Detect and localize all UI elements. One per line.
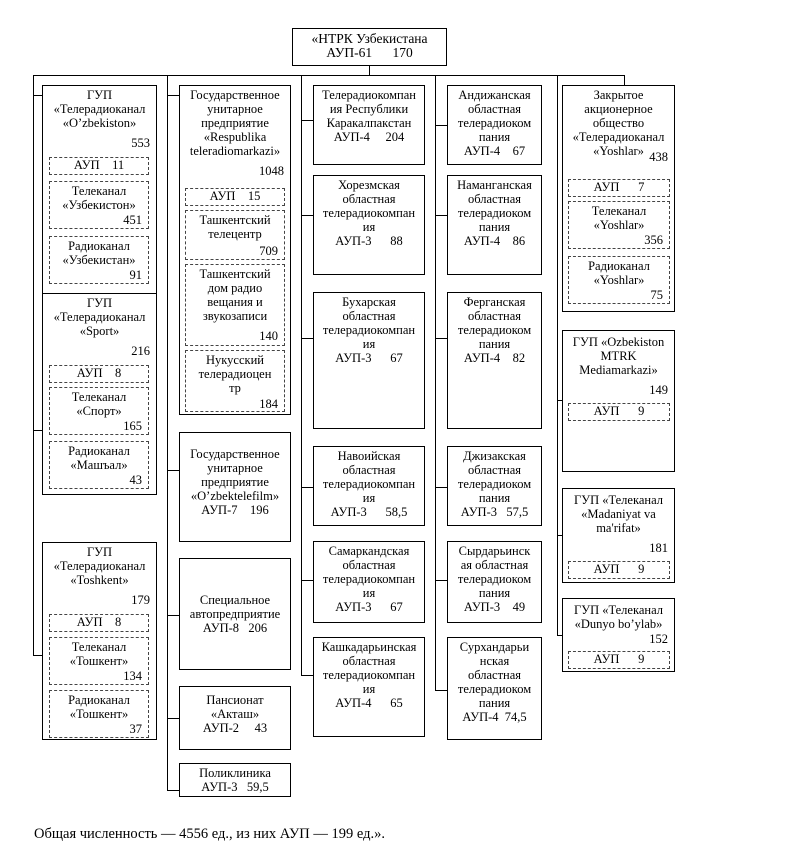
col1-g2-count: 216 <box>131 344 150 358</box>
col3-title: Телерадиокомпан ия Республики Каракалпакстан <box>322 88 416 130</box>
col4-item-andijan <box>447 85 542 165</box>
col2-g1-title: Государственное унитарное предприятие «Respublika teleradiomarkazi» <box>189 88 281 158</box>
col2-g4-count: 43 <box>254 721 268 735</box>
col2-poliklinika <box>179 763 291 797</box>
child-title: Радиоканал «Yoshlar» <box>588 259 650 287</box>
col2-g3-title: Специальное автопредприятие <box>189 593 281 621</box>
col3-count: 204 <box>385 130 405 144</box>
col4-title: Джизакская областная телерадиоком пания <box>457 449 532 505</box>
root-aup: АУП-61 <box>326 45 373 60</box>
connector <box>435 338 447 339</box>
connector <box>435 580 447 581</box>
child-title: Ташкентский телецентр <box>199 213 271 241</box>
connector <box>435 487 447 488</box>
col2-g1-count: 1048 <box>259 164 284 178</box>
col1-g3-child-2 <box>49 690 149 738</box>
col4-count: 74,5 <box>504 710 527 724</box>
connector <box>301 120 313 121</box>
col5-g4-title: ГУП «Телеканал «Dunyo bo’ylab» <box>574 603 663 631</box>
col4-item-syrdarya <box>447 541 542 623</box>
connector <box>435 690 447 691</box>
col1-g1-count: 553 <box>131 136 150 150</box>
child-count: 37 <box>129 722 142 736</box>
col4-aup: АУП-3 <box>463 600 501 614</box>
aup-count: 9 <box>638 652 645 666</box>
col2-g3-aup: АУП-8 <box>202 621 240 635</box>
footer-total: Общая численность — 4556 ед., из них АУП — 199 ед.». <box>34 826 385 842</box>
child-title: Телеканал «Тошкент» <box>69 640 129 668</box>
connector <box>167 615 179 616</box>
child-count: 709 <box>259 244 278 258</box>
col2-g2-aup: АУП-7 <box>201 503 238 517</box>
connector <box>369 65 370 75</box>
col1-group-toshkent <box>42 542 157 740</box>
col5-g1-count: 438 <box>649 150 668 164</box>
connector <box>624 75 625 85</box>
col3-aup: АУП-3 <box>335 600 372 614</box>
aup-count: 7 <box>638 180 645 194</box>
connector <box>301 580 313 581</box>
col4-count: 86 <box>512 234 526 248</box>
col5-g2-count: 149 <box>649 383 668 397</box>
connector <box>435 125 447 126</box>
col4-title: Сырдарьинск ая областная телерадиоком пания <box>457 544 532 600</box>
connector <box>301 675 313 676</box>
col3-aup: АУП-4 <box>335 696 372 710</box>
col5-g2-title: ГУП «Ozbekiston MTRK Mediamarkazi» <box>572 335 665 377</box>
col4-aup: АУП-4 <box>463 351 501 365</box>
col2-g1-aup <box>185 188 285 206</box>
connector <box>435 215 447 216</box>
col3-title: Самаркандская областная телерадиокомпан ия <box>322 544 416 600</box>
col3-aup: АУП-3 <box>330 505 367 519</box>
col4-title: Ферганская областная телерадиоком пания <box>457 295 532 351</box>
col4-title: Сурхандарьи нская областная телерадиоком пания <box>457 640 532 710</box>
col3-count: 67 <box>390 351 403 365</box>
col4-item-surkhandarya <box>447 637 542 740</box>
child-title: Радиоканал «Узбекистан» <box>62 239 136 267</box>
col3-title: Навоийская областная телерадиокомпан ия <box>322 449 416 505</box>
col4-item-jizzakh <box>447 446 542 526</box>
connector <box>167 718 179 719</box>
col5-group-mediamarkazi <box>562 330 675 472</box>
col2-autopredpriyatie <box>179 558 291 670</box>
col1-g2-child-1 <box>49 387 149 435</box>
col4-item-namangan <box>447 175 542 275</box>
connector <box>301 215 313 216</box>
col1-g1-child-1 <box>49 181 149 229</box>
child-count: 134 <box>123 669 142 683</box>
connector <box>167 75 168 790</box>
col3-aup: АУП-4 <box>333 130 370 144</box>
col5-g1-title: Закрытое акционерное общество «Телерадиоканал «Yoshlar» <box>572 88 665 158</box>
child-title: Радиоканал «Машъал» <box>68 444 130 472</box>
col4-aup: АУП-4 <box>463 144 501 158</box>
col1-g1-aup <box>49 157 149 175</box>
connector <box>301 338 313 339</box>
col1-g3-title: ГУП «Телерадиоканал «Toshkent» <box>53 545 146 587</box>
col1-g1-child-2 <box>49 236 149 284</box>
col2-g1-child-3 <box>185 350 285 412</box>
col1-group-sport <box>42 293 157 495</box>
col1-g1-title: ГУП «Телерадиоканал «O’zbekiston» <box>53 88 146 130</box>
col4-aup: АУП-4 <box>462 710 499 724</box>
child-count: 451 <box>123 213 142 227</box>
col1-g2-aup <box>49 365 149 383</box>
connector <box>557 75 558 635</box>
col5-g4-count: 152 <box>649 632 668 646</box>
col5-g3-count: 181 <box>649 541 668 555</box>
col5-group-yoshlar <box>562 85 675 312</box>
col2-g1-child-1 <box>185 210 285 260</box>
child-title: Радиоканал «Тошкент» <box>68 693 130 721</box>
col2-g5-count: 59,5 <box>246 780 269 794</box>
col1-group-uzbekiston <box>42 85 157 295</box>
col1-g3-aup <box>49 614 149 632</box>
child-title: Ташкентский дом радио вещания и звукозаписи <box>199 267 271 323</box>
connector <box>301 75 302 675</box>
col4-title: Наманганская областная телерадиоком пания <box>457 178 532 234</box>
col3-item-karakalpakstan <box>313 85 425 165</box>
col2-pansionat <box>179 686 291 750</box>
aup-label: АУП <box>593 562 620 576</box>
col4-title: Андижанская областная телерадиоком пания <box>457 88 532 144</box>
col2-telefilm <box>179 432 291 542</box>
col5-g2-aup <box>568 403 670 421</box>
col2-g1-child-2 <box>185 264 285 346</box>
col4-count: 57,5 <box>506 505 529 519</box>
child-title: Телеканал «Спорт» <box>71 390 127 418</box>
col5-g3-aup <box>568 561 670 579</box>
col2-g5-title: Поликлиника <box>199 766 271 780</box>
child-count: 184 <box>259 397 278 411</box>
col1-g2-child-2 <box>49 441 149 489</box>
connector <box>33 75 34 655</box>
col4-aup: АУП-3 <box>460 505 497 519</box>
col3-item-bukhara <box>313 292 425 429</box>
child-title: Нукусский телерадиоцен тр <box>198 353 272 395</box>
col2-group-respublika <box>179 85 291 415</box>
col4-count: 67 <box>512 144 526 158</box>
aup-count: 11 <box>112 158 125 172</box>
col5-group-dunyo <box>562 598 675 672</box>
aup-label: АУП <box>209 189 236 203</box>
col1-g3-count: 179 <box>131 593 150 607</box>
col4-count: 49 <box>512 600 526 614</box>
col3-count: 58,5 <box>385 505 408 519</box>
aup-label: АУП <box>593 180 620 194</box>
aup-count: 8 <box>115 615 122 629</box>
aup-count: 9 <box>638 562 645 576</box>
col5-group-madaniyat <box>562 488 675 583</box>
col2-g5-aup: АУП-3 <box>201 780 238 794</box>
aup-count: 8 <box>115 366 122 380</box>
col1-g3-child-1 <box>49 637 149 685</box>
root-title: «НТРК Узбекистана <box>311 31 428 46</box>
connector <box>435 75 436 690</box>
col2-g4-aup: АУП-2 <box>202 721 240 735</box>
col4-count: 82 <box>512 351 526 365</box>
aup-label: АУП <box>593 404 620 418</box>
col1-g2-title: ГУП «Телерадиоканал «Sport» <box>53 296 146 338</box>
col3-count: 65 <box>390 696 403 710</box>
col2-g2-count: 196 <box>249 503 269 517</box>
aup-label: АУП <box>76 366 103 380</box>
child-count: 165 <box>123 419 142 433</box>
connector <box>167 95 179 96</box>
col3-aup: АУП-3 <box>335 351 372 365</box>
connector <box>301 487 313 488</box>
col4-item-fergana <box>447 292 542 429</box>
child-count: 140 <box>259 329 278 343</box>
col3-count: 67 <box>390 600 403 614</box>
col3-item-kashkadarya <box>313 637 425 737</box>
connector <box>167 470 179 471</box>
aup-count: 15 <box>247 189 261 203</box>
col3-title: Хорезмская областная телерадиокомпан ия <box>322 178 416 234</box>
col4-aup: АУП-4 <box>463 234 501 248</box>
col3-item-khorezm <box>313 175 425 275</box>
aup-count: 9 <box>638 404 645 418</box>
connector <box>167 790 179 791</box>
child-count: 91 <box>129 268 142 282</box>
col3-title: Бухарская областная телерадиокомпан ия <box>322 295 416 351</box>
col5-g1-child-1 <box>568 201 670 249</box>
child-title: Телеканал «Yoshlar» <box>591 204 647 232</box>
col3-item-navoi <box>313 446 425 526</box>
col3-count: 88 <box>390 234 403 248</box>
connector <box>33 75 624 76</box>
col5-g4-aup <box>568 651 670 669</box>
col2-g3-count: 206 <box>248 621 268 635</box>
col5-g1-child-2 <box>568 256 670 304</box>
child-count: 43 <box>129 473 142 487</box>
col3-title: Кашкадарьинская областная телерадиокомпан ия <box>321 640 417 696</box>
col2-g4-title: Пансионат «Акташ» <box>206 693 264 721</box>
child-count: 75 <box>650 288 663 302</box>
col3-aup: АУП-3 <box>335 234 372 248</box>
col2-g2-title: Государственное унитарное предприятие «O’zbektelefilm» <box>190 447 280 503</box>
col3-item-samarkand <box>313 541 425 623</box>
root-node <box>292 28 447 66</box>
aup-label: АУП <box>76 615 103 629</box>
child-count: 356 <box>644 233 663 247</box>
aup-label: АУП <box>73 158 100 172</box>
col5-g1-aup <box>568 179 670 197</box>
root-count: 170 <box>392 45 413 60</box>
aup-label: АУП <box>593 652 620 666</box>
col5-g3-title: ГУП «Телеканал «Madaniyat va ma'rifat» <box>574 493 663 535</box>
child-title: Телеканал «Узбекистон» <box>62 184 136 212</box>
